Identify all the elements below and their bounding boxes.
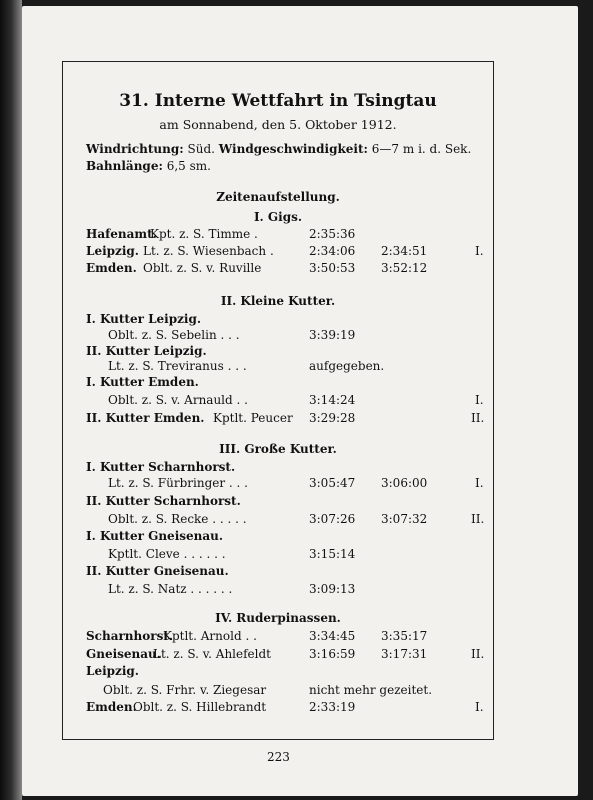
- gigs-row-3-time1: 3:50:53: [309, 261, 356, 275]
- gk-3-helm: Kptlt. Cleve . . . . . .: [108, 547, 226, 561]
- kk-3-boat: I. Kutter Emden.: [86, 375, 199, 389]
- kk-4-boat: II. Kutter Emden.: [86, 411, 205, 425]
- page-number: 223: [267, 750, 290, 764]
- rp-1-time1: 3:34:45: [309, 629, 356, 643]
- section-heading-grosse-kutter: III. Große Kutter.: [219, 442, 337, 456]
- page-subtitle: am Sonnabend, den 5. Oktober 1912.: [159, 117, 397, 132]
- wind-speed-value: 6—7 m i. d. Sek.: [371, 142, 472, 156]
- rp-2-time2: 3:17:31: [381, 647, 428, 661]
- wind-speed-label: Windgeschwindigkeit:: [218, 142, 368, 156]
- wind-direction-value: Süd.: [187, 142, 215, 156]
- gigs-row-1-time1: 2:35:36: [309, 227, 356, 241]
- gigs-row-3-helm: Oblt. z. S. v. Ruville: [143, 261, 262, 275]
- book-gutter-shadow: [0, 0, 22, 800]
- times-heading: Zeitenaufstellung.: [216, 190, 340, 204]
- kk-4-helm: Kptlt. Peucer: [213, 411, 293, 425]
- course-label: Bahnlänge:: [86, 159, 163, 173]
- gk-3-boat: I. Kutter Gneisenau.: [86, 529, 224, 543]
- rp-2-time1: 3:16:59: [309, 647, 356, 661]
- gigs-row-1-boat: Hafenamt.: [86, 227, 157, 241]
- kk-3-time1: 3:14:24: [309, 393, 356, 407]
- rp-3-boat: Leipzig.: [86, 664, 139, 678]
- rp-3-helm: Oblt. z. S. Frhr. v. Ziegesar: [103, 683, 267, 697]
- gigs-row-2-helm: Lt. z. S. Wiesenbach .: [143, 244, 274, 258]
- gigs-row-1-helm: Kpt. z. S. Timme .: [150, 227, 258, 241]
- page-title: 31. Interne Wettfahrt in Tsingtau: [119, 91, 437, 111]
- gk-2-boat: II. Kutter Scharnhorst.: [86, 494, 241, 508]
- rp-2-helm: Lt. z. S. v. Ahlefeldt: [153, 647, 271, 661]
- kk-4-place: II.: [471, 411, 485, 425]
- kk-2-helm: Lt. z. S. Treviranus . . .: [108, 359, 247, 373]
- gk-2-place: II.: [471, 512, 485, 526]
- gk-2-helm: Oblt. z. S. Recke . . . . .: [108, 512, 247, 526]
- section-heading-gigs: I. Gigs.: [253, 210, 303, 224]
- gk-4-time1: 3:09:13: [309, 582, 356, 596]
- page-frame: [62, 61, 494, 740]
- gk-1-helm: Lt. z. S. Fürbringer . . .: [108, 476, 248, 490]
- kk-1-boat: I. Kutter Leipzig.: [86, 312, 202, 326]
- section-heading-ruderpinassen: IV. Ruderpinassen.: [215, 611, 341, 625]
- book-page: [22, 6, 578, 796]
- gk-4-boat: II. Kutter Gneisenau.: [86, 564, 229, 578]
- rp-1-helm: Kptlt. Arnold . .: [163, 629, 257, 643]
- gigs-row-3-time2: 3:52:12: [381, 261, 428, 275]
- gk-2-time2: 3:07:32: [381, 512, 428, 526]
- gk-1-time2: 3:06:00: [381, 476, 428, 490]
- kk-4-time1: 3:29:28: [309, 411, 356, 425]
- gk-3-time1: 3:15:14: [309, 547, 356, 561]
- rp-1-time2: 3:35:17: [381, 629, 428, 643]
- gk-2-time1: 3:07:26: [309, 512, 356, 526]
- gigs-row-2-time1: 2:34:06: [309, 244, 356, 258]
- gigs-row-2-boat: Leipzig.: [86, 244, 139, 258]
- gk-1-time1: 3:05:47: [309, 476, 356, 490]
- kk-2-boat: II. Kutter Leipzig.: [86, 344, 207, 358]
- gigs-row-3-boat: Emden.: [86, 261, 137, 275]
- course-value: 6,5 sm.: [166, 159, 211, 173]
- kk-1-helm: Oblt. z. S. Sebelin . . .: [108, 328, 240, 342]
- kk-3-place: I.: [475, 393, 484, 407]
- rp-2-place: II.: [471, 647, 485, 661]
- rp-1-boat: Scharnhorst.: [86, 629, 174, 643]
- gigs-row-2-time2: 2:34:51: [381, 244, 428, 258]
- gigs-row-2-place: I.: [475, 244, 484, 258]
- kk-3-helm: Oblt. z. S. v. Arnauld . .: [108, 393, 248, 407]
- rp-3-note: nicht mehr gezeitet.: [309, 683, 433, 697]
- rp-4-helm: Oblt. z. S. Hillebrandt: [133, 700, 267, 714]
- kk-2-status: aufgegeben.: [309, 359, 385, 373]
- gk-4-helm: Lt. z. S. Natz . . . . . .: [108, 582, 233, 596]
- wind-direction-label: Windrichtung:: [86, 142, 184, 156]
- wind-line: [86, 142, 471, 156]
- course-line: [86, 159, 211, 173]
- rp-4-boat: Emden.: [86, 700, 137, 714]
- rp-4-time1: 2:33:19: [309, 700, 356, 714]
- gk-1-boat: I. Kutter Scharnhorst.: [86, 460, 236, 474]
- rp-2-boat: Gneisenau.: [86, 647, 161, 661]
- rp-4-place: I.: [475, 700, 484, 714]
- section-heading-kleine-kutter: II. Kleine Kutter.: [220, 294, 336, 308]
- gk-1-place: I.: [475, 476, 484, 490]
- kk-1-time1: 3:39:19: [309, 328, 356, 342]
